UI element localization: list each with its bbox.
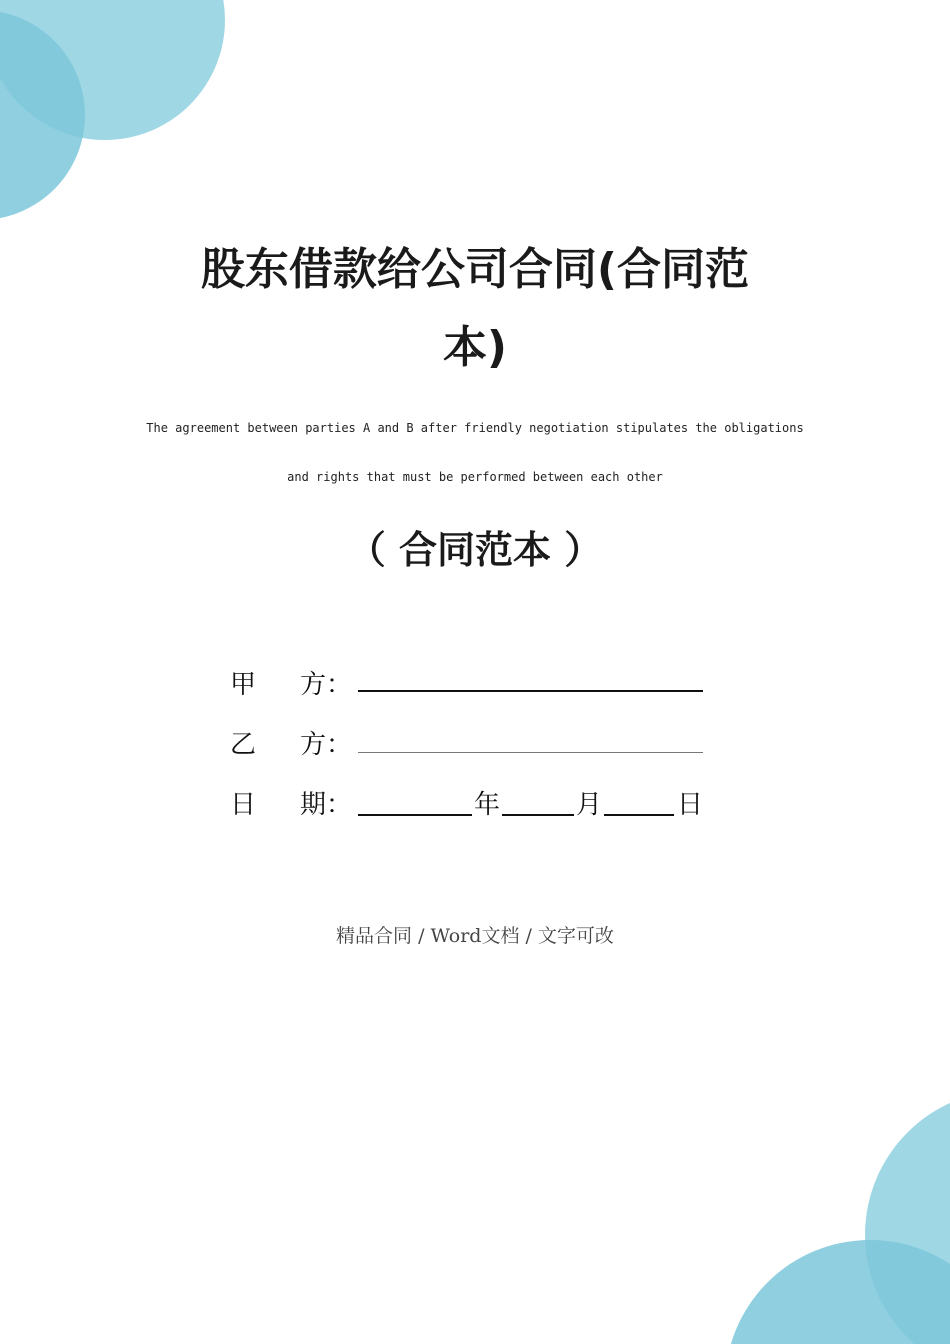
bottom-right-circle-small (725, 1240, 950, 1344)
template-label: （ 合同范本 ） (347, 528, 603, 572)
date-label-suffix: 期： (300, 790, 353, 820)
bottom-right-circle-large (865, 1090, 950, 1344)
date-label-char: 日 (230, 790, 257, 820)
top-left-circle-large (0, 0, 225, 140)
month-blank-line[interactable] (502, 814, 574, 816)
party-b-row (230, 724, 710, 760)
year-blank-line[interactable] (358, 814, 472, 816)
party-b-label-suffix: 方： (300, 730, 353, 760)
party-b-label-char: 乙 (230, 730, 257, 760)
day-unit: 日 (677, 790, 704, 820)
party-a-label-char: 甲 (230, 670, 257, 700)
document-title-line2: 本) (442, 322, 508, 373)
month-unit: 月 (576, 790, 603, 820)
party-a-blank-line[interactable] (358, 690, 703, 692)
date-row (230, 784, 710, 820)
day-blank-line[interactable] (604, 814, 674, 816)
subtitle-line1: The agreement between parties A and B after friendly negotiation stipulates the obligations (146, 421, 804, 435)
footer-tagline: 精品合同 / Word文档 / 文字可改 (336, 925, 614, 947)
top-left-circle-small (0, 10, 85, 220)
year-unit: 年 (474, 790, 501, 820)
party-a-label-suffix: 方： (300, 670, 353, 700)
party-b-blank-line[interactable] (358, 752, 703, 753)
party-a-row (230, 664, 710, 700)
document-title-line1: 股东借款给公司合同(合同范 (200, 244, 750, 295)
subtitle-line2: and rights that must be performed between each other (287, 470, 663, 484)
